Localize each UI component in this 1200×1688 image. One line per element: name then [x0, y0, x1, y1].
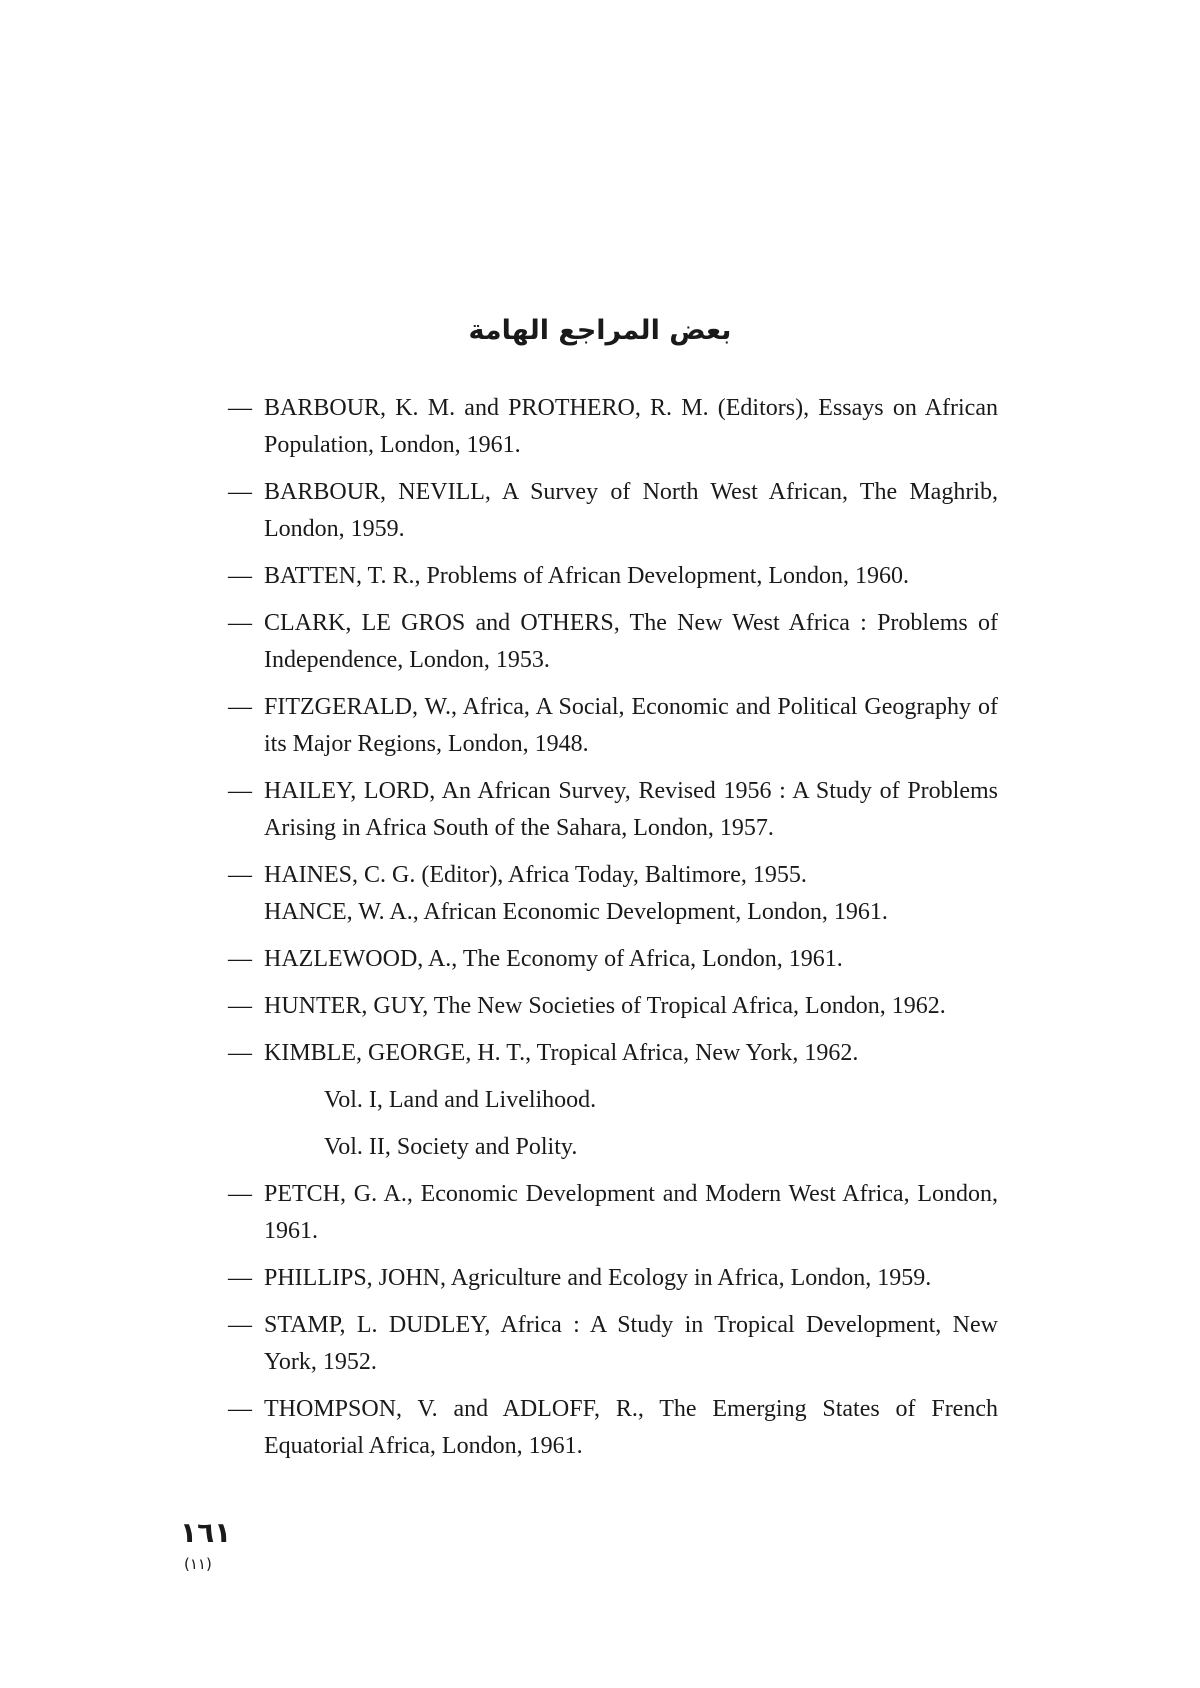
entry-dash: — — [228, 1312, 252, 1338]
reference-text: THOMPSON, V. and ADLOFF, R., The Emerging States of French Equatorial Africa, London, 1961. — [264, 1396, 998, 1459]
reference-entry — [228, 941, 998, 978]
reference-text: PHILLIPS, JOHN, Agriculture and Ecology in Africa, London, 1959. — [264, 1265, 932, 1291]
reference-text: KIMBLE, GEORGE, H. T., Tropical Africa, New York, 1962. — [264, 1040, 859, 1066]
entry-dash: — — [228, 1040, 252, 1066]
entry-dash: — — [228, 993, 252, 1019]
reference-entry — [228, 857, 998, 894]
entry-dash: — — [228, 479, 252, 505]
entry-dash: — — [228, 862, 252, 888]
reference-text: HANCE, W. A., African Economic Development, London, 1961. — [264, 899, 888, 925]
reference-list — [228, 390, 998, 1475]
page-number: ١٦١ — [180, 1516, 232, 1549]
volume-entry: Vol. I, Land and Livelihood. — [324, 1087, 597, 1113]
signature-mark: (١١) — [184, 1555, 212, 1573]
reference-entry — [228, 1391, 998, 1465]
entry-dash: — — [228, 610, 252, 636]
reference-entry — [228, 894, 998, 931]
reference-entry — [228, 605, 998, 679]
reference-text: BATTEN, T. R., Problems of African Development, London, 1960. — [264, 563, 910, 589]
reference-text: CLARK, LE GROS and OTHERS, The New West Africa : Problems of Independence, London, 1953. — [264, 610, 998, 673]
reference-entry — [228, 1307, 998, 1381]
reference-text: HAZLEWOOD, A., The Economy of Africa, London, 1961. — [264, 946, 843, 972]
reference-text: BARBOUR, NEVILL, A Survey of North West African, The Maghrib, London, 1959. — [264, 479, 998, 542]
entry-dash: — — [228, 946, 252, 972]
reference-text: BARBOUR, K. M. and PROTHERO, R. M. (Editors), Essays on African Population, London, 1961. — [264, 395, 998, 458]
page-title: بعض المراجع الهامة — [468, 315, 732, 346]
reference-text: STAMP, L. DUDLEY, Africa : A Study in Tropical Development, New York, 1952. — [264, 1312, 998, 1375]
entry-dash: — — [228, 563, 252, 589]
volume-entry: Vol. II, Society and Polity. — [324, 1134, 578, 1160]
reference-text: PETCH, G. A., Economic Development and Modern West Africa, London, 1961. — [264, 1181, 998, 1244]
entry-dash: — — [228, 1265, 252, 1291]
entry-dash: — — [228, 778, 252, 804]
reference-entry — [228, 988, 998, 1025]
reference-entry — [228, 474, 998, 548]
reference-entry — [228, 558, 998, 595]
reference-text: HUNTER, GUY, The New Societies of Tropical Africa, London, 1962. — [264, 993, 946, 1019]
reference-entry — [228, 689, 998, 763]
entry-dash: — — [228, 1181, 252, 1207]
reference-text: HAINES, C. G. (Editor), Africa Today, Baltimore, 1955. — [264, 862, 807, 888]
reference-text: FITZGERALD, W., Africa, A Social, Economic and Political Geography of its Major Regions, London, 1948. — [264, 694, 998, 757]
reference-entry — [228, 390, 998, 464]
reference-entry — [228, 773, 998, 847]
entry-dash: — — [228, 694, 252, 720]
entry-dash: — — [228, 1396, 252, 1422]
reference-entry — [228, 1176, 998, 1250]
entry-dash: — — [228, 395, 252, 421]
reference-entry — [228, 1260, 998, 1297]
reference-entry — [228, 1035, 998, 1072]
reference-text: HAILEY, LORD, An African Survey, Revised 1956 : A Study of Problems Arising in Africa South of the Sahara, London, 1957. — [264, 778, 998, 841]
